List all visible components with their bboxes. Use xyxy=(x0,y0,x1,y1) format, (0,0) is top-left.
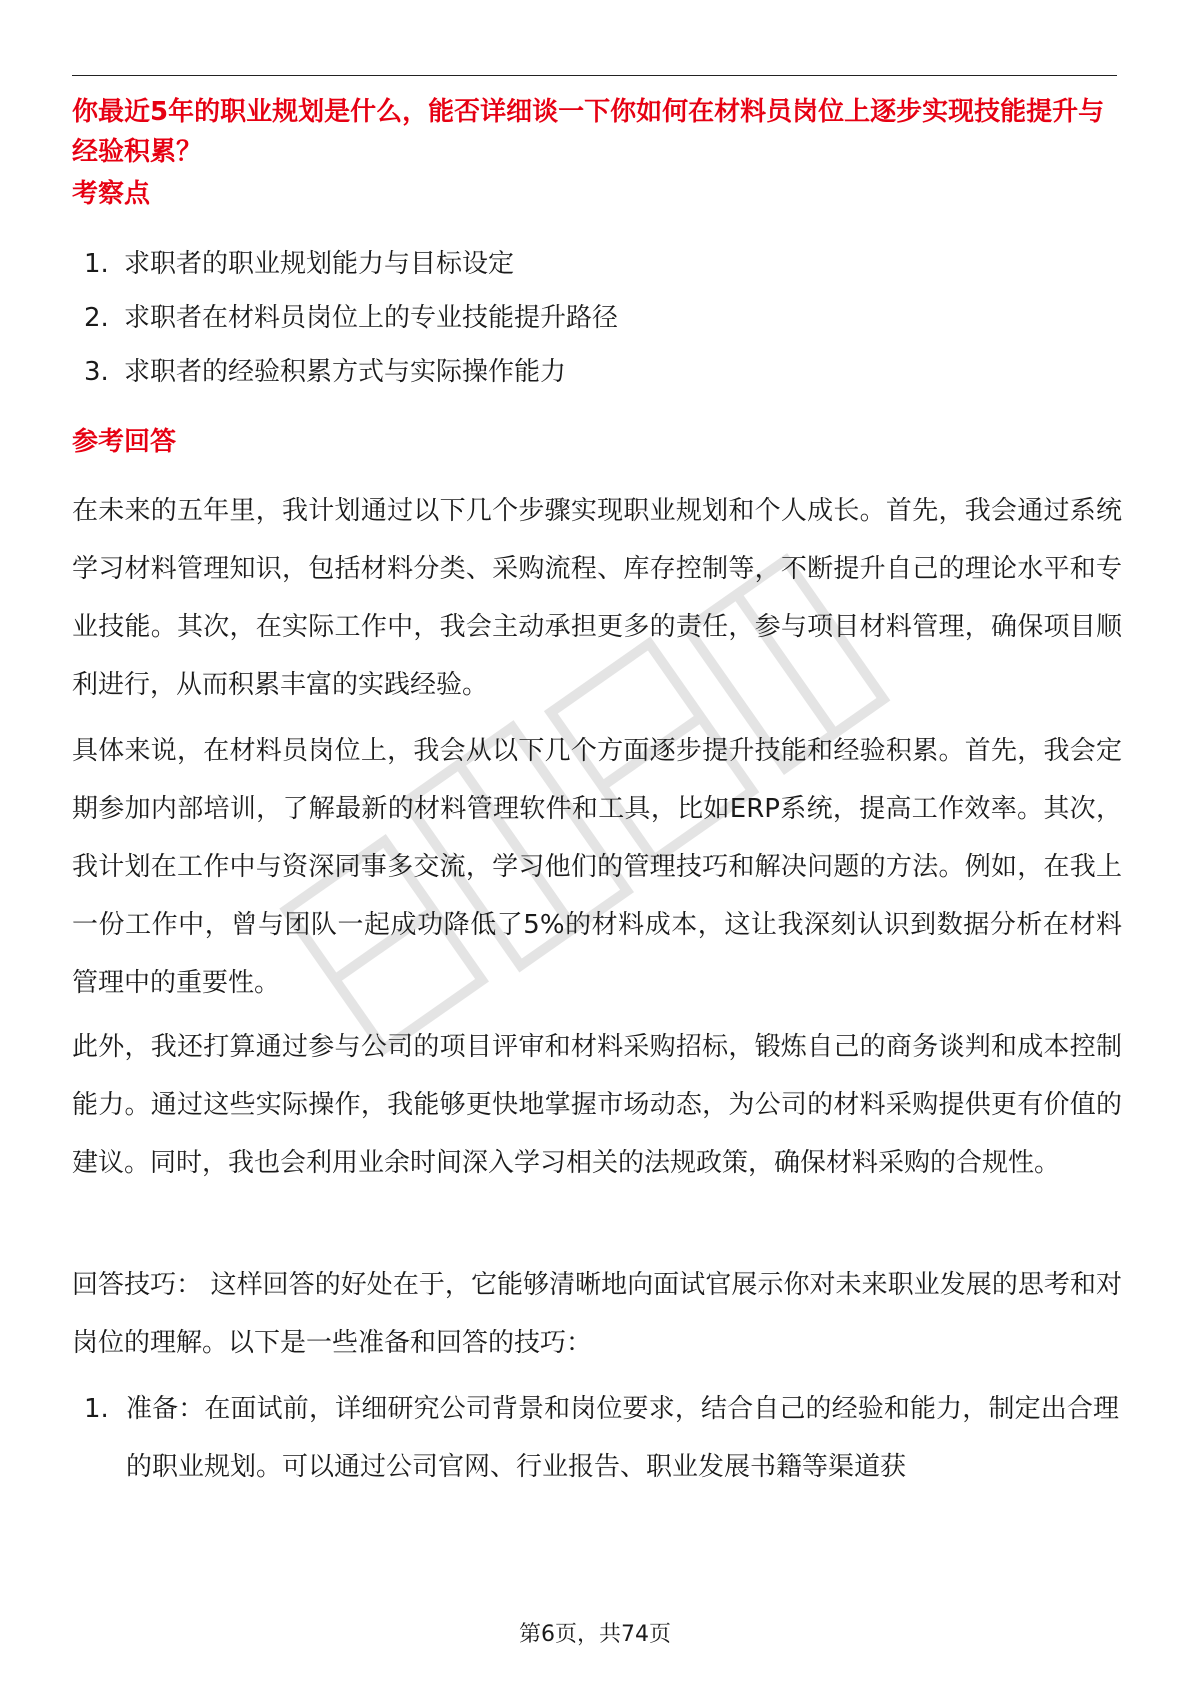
answer-paragraph: 具体来说，在材料员岗位上，我会从以下几个方面逐步提升技能和经验积累。首先，我会定期参加内部培训，了解最新的材料管理软件和工具，比如ERP系统，提高工作效率。其次，我计划在工作中与资深同事多交流，学习他们的管理技巧和解决问题的方法。例如，在我上一份工作中，曾与团队一起成功降低了5%的材料成本，这让我深刻认识到数据分析在材料管理中的重要性。 xyxy=(72,736,1122,998)
list-number: 2. xyxy=(84,303,109,333)
question-title: 你最近5年的职业规划是什么，能否详细谈一下你如何在材料员岗位上逐步实现技能提升与经验积累？ xyxy=(72,97,1105,167)
tips-intro-paragraph: 回答技巧： 这样回答的好处在于，它能够清晰地向面试官展示你对未来职业发展的思考和对岗位的理解。以下是一些准备和回答的技巧： xyxy=(72,1270,1122,1358)
list-item xyxy=(84,246,1124,282)
list-number: 3. xyxy=(84,357,109,387)
list-text: 求职者的经验积累方式与实际操作能力 xyxy=(124,357,567,387)
list-text: 准备：在面试前，详细研究公司背景和岗位要求，结合自己的经验和能力，制定出合理的职业规划。可以通过公司官网、行业报告、职业发展书籍等渠道获 xyxy=(126,1394,1119,1482)
page-number: 第6页，共74页 xyxy=(519,1622,671,1647)
list-item xyxy=(84,300,1124,336)
tips-list-item xyxy=(84,1380,1119,1496)
answer-heading: 参考回答 xyxy=(72,427,177,457)
list-number: 1. xyxy=(84,1394,109,1424)
answer-paragraph: 此外，我还打算通过参与公司的项目评审和材料采购招标，锻炼自己的商务谈判和成本控制能力。通过这些实际操作，我能够更快地掌握市场动态，为公司的材料采购提供更有价值的建议。同时，我也会利用业余时间深入学习相关的法规政策，确保材料采购的合规性。 xyxy=(72,1032,1122,1178)
list-text: 求职者的职业规划能力与目标设定 xyxy=(124,249,515,279)
list-text: 求职者在材料员岗位上的专业技能提升路径 xyxy=(124,303,619,333)
list-item xyxy=(84,354,1124,390)
focus-heading: 考察点 xyxy=(72,179,151,209)
top-divider xyxy=(72,75,1117,76)
list-number: 1. xyxy=(84,249,109,279)
answer-paragraph: 在未来的五年里，我计划通过以下几个步骤实现职业规划和个人成长。首先，我会通过系统学习材料管理知识，包括材料分类、采购流程、库存控制等，不断提升自己的理论水平和专业技能。其次，在实际工作中，我会主动承担更多的责任，参与项目材料管理，确保项目顺利进行，从而积累丰富的实践经验。 xyxy=(72,496,1122,700)
